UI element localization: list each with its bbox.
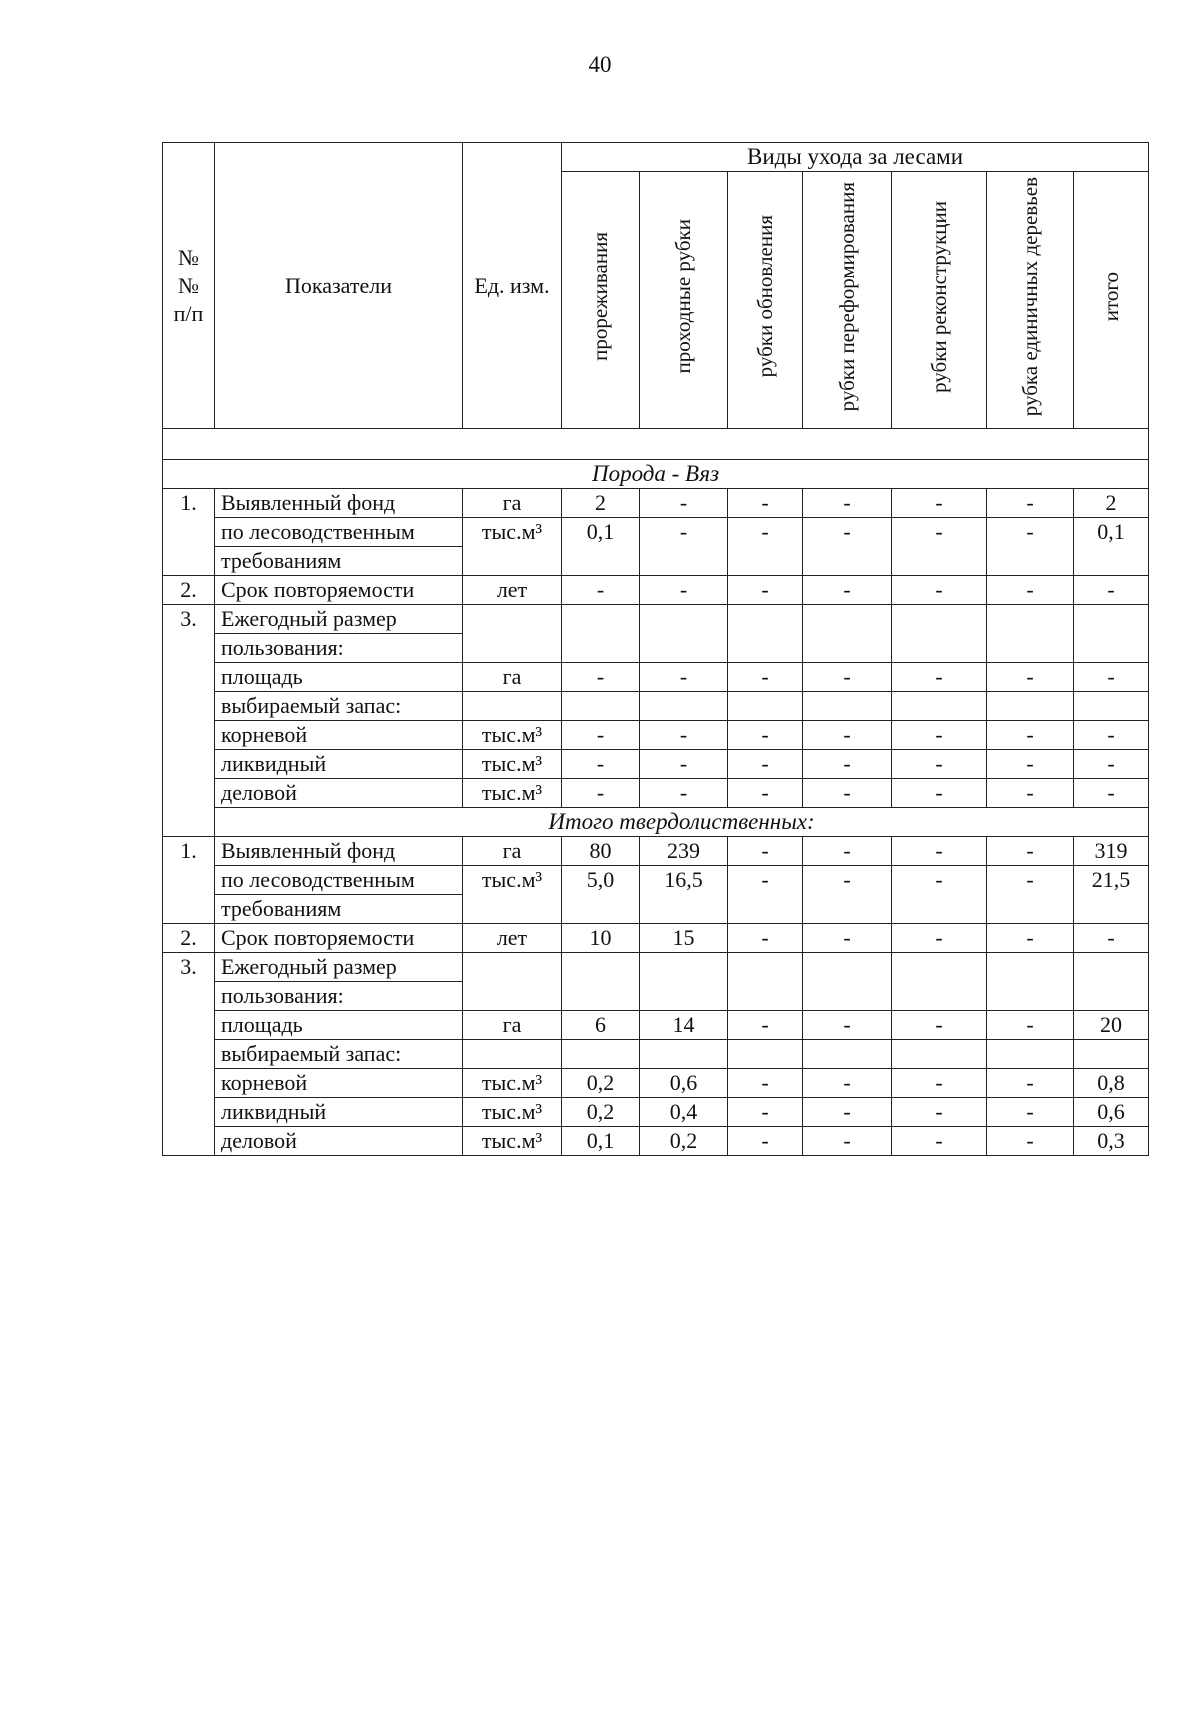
empty-cell [562, 692, 640, 721]
header-col-thinning: прореживания [562, 172, 640, 429]
header-unit: Ед. изм. [463, 143, 562, 429]
empty-cell [562, 953, 640, 1011]
row-unit: тыс.м³ [463, 518, 562, 576]
row-unit: тыс.м³ [463, 779, 562, 808]
value-cell: - [987, 721, 1074, 750]
row-label: по лесоводственным [215, 518, 463, 547]
value-cell: 0,1 [562, 518, 640, 576]
empty-cell [562, 1040, 640, 1069]
value-cell: 0,8 [1074, 1069, 1149, 1098]
row-number: 2. [163, 924, 215, 953]
row-unit: тыс.м³ [463, 866, 562, 924]
row-unit: тыс.м³ [463, 750, 562, 779]
value-cell: - [803, 1127, 892, 1156]
row-label: деловой [215, 779, 463, 808]
row-unit: тыс.м³ [463, 1098, 562, 1127]
empty-cell [1074, 953, 1149, 1011]
row-number: 1. [163, 489, 215, 576]
row-label: выбираемый запас: [215, 692, 463, 721]
value-cell: - [1074, 663, 1149, 692]
header-col-reconstruction-cuts: рубки реконструкции [892, 172, 987, 429]
row-unit-empty [463, 1040, 562, 1069]
value-cell: - [562, 750, 640, 779]
value-cell: 0,2 [640, 1127, 728, 1156]
value-cell: 0,2 [562, 1098, 640, 1127]
header-care-types: Виды ухода за лесами [562, 143, 1149, 172]
value-cell: - [803, 1069, 892, 1098]
value-cell: 0,1 [562, 1127, 640, 1156]
value-cell: - [1074, 779, 1149, 808]
value-cell: - [892, 576, 987, 605]
value-cell: - [987, 1069, 1074, 1098]
row-unit-empty [463, 692, 562, 721]
value-cell: - [892, 837, 987, 866]
empty-cell [803, 953, 892, 1011]
value-cell: - [640, 576, 728, 605]
row-unit: га [463, 1011, 562, 1040]
row-label: по лесоводственным [215, 866, 463, 895]
row-number: 3. [163, 605, 215, 837]
value-cell: - [892, 663, 987, 692]
value-cell: 80 [562, 837, 640, 866]
empty-cell [892, 605, 987, 663]
value-cell: - [892, 1011, 987, 1040]
value-cell: - [803, 1098, 892, 1127]
value-cell: - [640, 779, 728, 808]
spacer-row [163, 429, 1149, 460]
value-cell: - [803, 837, 892, 866]
row-unit: га [463, 663, 562, 692]
value-cell: - [892, 750, 987, 779]
value-cell: - [728, 489, 803, 518]
row-label: ликвидный [215, 750, 463, 779]
empty-cell [728, 605, 803, 663]
value-cell: - [728, 779, 803, 808]
value-cell: - [562, 721, 640, 750]
empty-cell [640, 953, 728, 1011]
row-unit: га [463, 837, 562, 866]
row-unit: тыс.м³ [463, 1127, 562, 1156]
value-cell: - [728, 750, 803, 779]
empty-cell [892, 1040, 987, 1069]
value-cell: - [892, 1127, 987, 1156]
empty-cell [987, 953, 1074, 1011]
value-cell: - [892, 866, 987, 924]
value-cell: - [987, 1098, 1074, 1127]
value-cell: 2 [562, 489, 640, 518]
value-cell: - [1074, 750, 1149, 779]
empty-cell [728, 953, 803, 1011]
value-cell: 21,5 [1074, 866, 1149, 924]
row-unit: лет [463, 924, 562, 953]
row-label: пользования: [215, 982, 463, 1011]
value-cell: - [892, 489, 987, 518]
row-label: деловой [215, 1127, 463, 1156]
value-cell: - [728, 1069, 803, 1098]
value-cell: - [1074, 576, 1149, 605]
empty-cell [640, 692, 728, 721]
empty-cell [728, 1040, 803, 1069]
value-cell: - [728, 1011, 803, 1040]
row-label: Ежегодный размер [215, 605, 463, 634]
empty-cell [987, 692, 1074, 721]
header-col-renewal-cuts: рубки обновления [728, 172, 803, 429]
row-label: выбираемый запас: [215, 1040, 463, 1069]
header-col-reformation-cuts: рубки переформирования [803, 172, 892, 429]
value-cell: 0,2 [562, 1069, 640, 1098]
value-cell: 5,0 [562, 866, 640, 924]
value-cell: 0,6 [1074, 1098, 1149, 1127]
value-cell: - [728, 721, 803, 750]
value-cell: - [728, 663, 803, 692]
header-indicators: Показатели [215, 143, 463, 429]
value-cell: - [987, 866, 1074, 924]
value-cell: - [1074, 721, 1149, 750]
value-cell: - [892, 779, 987, 808]
header-col-total: итого [1074, 172, 1149, 429]
empty-cell [1074, 605, 1149, 663]
value-cell: - [803, 576, 892, 605]
value-cell: 0,6 [640, 1069, 728, 1098]
value-cell: - [803, 489, 892, 518]
row-label: Выявленный фонд [215, 489, 463, 518]
value-cell: - [987, 518, 1074, 576]
row-number: 3. [163, 953, 215, 1156]
value-cell: - [640, 489, 728, 518]
value-cell: - [640, 750, 728, 779]
value-cell: - [640, 518, 728, 576]
empty-cell [562, 605, 640, 663]
row-unit-empty [463, 605, 562, 663]
value-cell: - [803, 1011, 892, 1040]
page-number: 40 [588, 52, 612, 77]
row-label: корневой [215, 721, 463, 750]
empty-cell [803, 1040, 892, 1069]
value-cell: 0,1 [1074, 518, 1149, 576]
row-label: Срок повторяемости [215, 576, 463, 605]
forest-care-table [162, 142, 1149, 1156]
empty-cell [640, 1040, 728, 1069]
value-cell: - [728, 518, 803, 576]
value-cell: - [728, 924, 803, 953]
value-cell: - [640, 721, 728, 750]
empty-cell [987, 1040, 1074, 1069]
value-cell: - [728, 837, 803, 866]
row-label: требованиям [215, 895, 463, 924]
value-cell: - [987, 1011, 1074, 1040]
value-cell: - [987, 779, 1074, 808]
value-cell: - [892, 1098, 987, 1127]
value-cell: 10 [562, 924, 640, 953]
row-label: корневой [215, 1069, 463, 1098]
value-cell: 6 [562, 1011, 640, 1040]
value-cell: 14 [640, 1011, 728, 1040]
empty-cell [728, 692, 803, 721]
value-cell: 16,5 [640, 866, 728, 924]
value-cell: - [803, 924, 892, 953]
section-title: Итого твердолиственных: [215, 808, 1149, 837]
row-label: Выявленный фонд [215, 837, 463, 866]
value-cell: - [803, 663, 892, 692]
row-label: площадь [215, 1011, 463, 1040]
empty-cell [892, 692, 987, 721]
empty-cell [987, 605, 1074, 663]
empty-cell [803, 605, 892, 663]
value-cell: 0,3 [1074, 1127, 1149, 1156]
value-cell: - [1074, 924, 1149, 953]
value-cell: - [640, 663, 728, 692]
value-cell: - [562, 779, 640, 808]
row-unit: тыс.м³ [463, 721, 562, 750]
value-cell: - [562, 576, 640, 605]
value-cell: - [892, 1069, 987, 1098]
value-cell: - [892, 721, 987, 750]
value-cell: - [987, 1127, 1074, 1156]
header-col-single-tree-cut: рубка единичных деревьев [987, 172, 1074, 429]
value-cell: - [728, 1127, 803, 1156]
value-cell: - [987, 750, 1074, 779]
section-title: Порода - Вяз [163, 460, 1149, 489]
value-cell: - [987, 837, 1074, 866]
empty-cell [1074, 1040, 1149, 1069]
value-cell: - [803, 518, 892, 576]
row-unit: тыс.м³ [463, 1069, 562, 1098]
row-label: Срок повторяемости [215, 924, 463, 953]
value-cell: - [728, 1098, 803, 1127]
header-col-passage-cuts: проходные рубки [640, 172, 728, 429]
row-unit: лет [463, 576, 562, 605]
value-cell: 2 [1074, 489, 1149, 518]
row-label: площадь [215, 663, 463, 692]
value-cell: 15 [640, 924, 728, 953]
value-cell: - [892, 924, 987, 953]
row-number: 2. [163, 576, 215, 605]
header-num: №№ п/п [163, 143, 215, 429]
value-cell: - [562, 663, 640, 692]
value-cell: - [892, 518, 987, 576]
row-label: ликвидный [215, 1098, 463, 1127]
value-cell: 0,4 [640, 1098, 728, 1127]
value-cell: - [803, 779, 892, 808]
value-cell: 319 [1074, 837, 1149, 866]
empty-cell [1074, 692, 1149, 721]
row-number: 1. [163, 837, 215, 924]
value-cell: - [728, 866, 803, 924]
row-label: Ежегодный размер [215, 953, 463, 982]
empty-cell [640, 605, 728, 663]
value-cell: - [987, 576, 1074, 605]
value-cell: - [987, 663, 1074, 692]
value-cell: - [803, 866, 892, 924]
value-cell: - [803, 750, 892, 779]
empty-cell [803, 692, 892, 721]
value-cell: - [728, 576, 803, 605]
value-cell: - [803, 721, 892, 750]
value-cell: - [987, 924, 1074, 953]
empty-cell [892, 953, 987, 1011]
row-label: пользования: [215, 634, 463, 663]
row-unit: га [463, 489, 562, 518]
row-unit-empty [463, 953, 562, 1011]
value-cell: - [987, 489, 1074, 518]
value-cell: 239 [640, 837, 728, 866]
value-cell: 20 [1074, 1011, 1149, 1040]
row-label: требованиям [215, 547, 463, 576]
